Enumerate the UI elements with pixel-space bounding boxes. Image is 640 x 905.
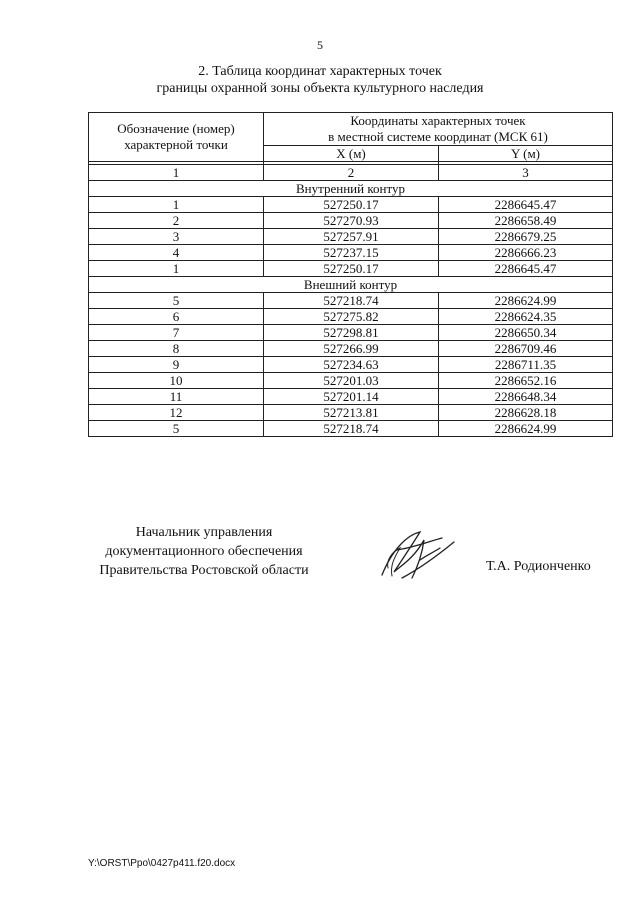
x-coordinate-cell: 527213.81 <box>264 405 439 421</box>
x-coordinate-cell: 527218.74 <box>264 421 439 437</box>
table-row <box>89 373 613 389</box>
y-coordinate-cell: 2286679.25 <box>439 229 613 245</box>
file-path-footer: Y:\ORST\Ppo\0427p411.f20.docx <box>88 858 236 869</box>
column-number-row <box>89 165 613 181</box>
table-row <box>89 229 613 245</box>
point-number-cell: 10 <box>89 373 264 389</box>
table-row <box>89 309 613 325</box>
header-y: Y (м) <box>439 146 613 162</box>
position-line-3: Правительства Ростовской области <box>99 563 309 578</box>
y-coordinate-cell: 2286709.46 <box>439 341 613 357</box>
x-coordinate-cell: 527234.63 <box>264 357 439 373</box>
table-row <box>89 341 613 357</box>
point-number-cell: 6 <box>89 309 264 325</box>
column-number: 1 <box>89 165 264 181</box>
y-coordinate-cell: 2286624.99 <box>439 421 613 437</box>
x-coordinate-cell: 527250.17 <box>264 197 439 213</box>
y-coordinate-cell: 2286666.23 <box>439 245 613 261</box>
signer-name: Т.А. Родионченко <box>486 559 591 574</box>
point-number-cell: 5 <box>89 293 264 309</box>
header-coords-line-1: Координаты характерных точек <box>350 113 526 128</box>
x-coordinate-cell: 527270.93 <box>264 213 439 229</box>
y-coordinate-cell: 2286645.47 <box>439 261 613 277</box>
y-coordinate-cell: 2286624.99 <box>439 293 613 309</box>
point-number-cell: 1 <box>89 197 264 213</box>
title-line-2: границы охранной зоны объекта культурного наследия <box>156 81 484 96</box>
header-point-designation <box>89 113 264 162</box>
table-row <box>89 245 613 261</box>
header-x: X (м) <box>264 146 439 162</box>
x-coordinate-cell: 527237.15 <box>264 245 439 261</box>
point-number-cell: 3 <box>89 229 264 245</box>
x-coordinate-cell: 527298.81 <box>264 325 439 341</box>
y-coordinate-cell: 2286645.47 <box>439 197 613 213</box>
y-coordinate-cell: 2286650.34 <box>439 325 613 341</box>
position-line-2: документационного обеспечения <box>105 544 303 559</box>
table-row <box>89 357 613 373</box>
header-coords-line-2: в местной системе координат (МСК 61) <box>328 129 548 144</box>
header-coordinates <box>264 113 613 146</box>
table-row <box>89 421 613 437</box>
point-number-cell: 12 <box>89 405 264 421</box>
point-number-cell: 9 <box>89 357 264 373</box>
outer-contour-title-label: Внешний контур <box>89 277 613 293</box>
x-coordinate-cell: 527201.14 <box>264 389 439 405</box>
x-coordinate-cell: 527275.82 <box>264 309 439 325</box>
table-row <box>89 213 613 229</box>
header-point-line-1: Обозначение (номер) <box>117 121 235 136</box>
signature-position <box>84 523 324 580</box>
header-point-line-2: характерной точки <box>124 137 228 152</box>
point-number-cell: 11 <box>89 389 264 405</box>
table-body <box>89 162 613 437</box>
y-coordinate-cell: 2286628.18 <box>439 405 613 421</box>
x-coordinate-cell: 527250.17 <box>264 261 439 277</box>
handwritten-signature <box>372 520 462 590</box>
y-coordinate-cell: 2286652.16 <box>439 373 613 389</box>
point-number-cell: 5 <box>89 421 264 437</box>
coordinates-table <box>88 112 613 437</box>
x-coordinate-cell: 527201.03 <box>264 373 439 389</box>
column-number: 3 <box>439 165 613 181</box>
y-coordinate-cell: 2286711.35 <box>439 357 613 373</box>
page-title <box>0 63 640 97</box>
x-coordinate-cell: 527218.74 <box>264 293 439 309</box>
point-number-cell: 4 <box>89 245 264 261</box>
table-row <box>89 197 613 213</box>
table-row <box>89 293 613 309</box>
table-row <box>89 389 613 405</box>
table-row <box>89 325 613 341</box>
table-row <box>89 405 613 421</box>
point-number-cell: 1 <box>89 261 264 277</box>
page-number: 5 <box>317 38 323 52</box>
x-coordinate-cell: 527266.99 <box>264 341 439 357</box>
inner-contour-title-label: Внутренний контур <box>89 181 613 197</box>
y-coordinate-cell: 2286624.35 <box>439 309 613 325</box>
point-number-cell: 7 <box>89 325 264 341</box>
title-line-1: 2. Таблица координат характерных точек <box>198 64 442 79</box>
column-number: 2 <box>264 165 439 181</box>
table-row <box>89 261 613 277</box>
x-coordinate-cell: 527257.91 <box>264 229 439 245</box>
position-line-1: Начальник управления <box>135 525 273 540</box>
inner-contour-title <box>89 181 613 197</box>
point-number-cell: 2 <box>89 213 264 229</box>
point-number-cell: 8 <box>89 341 264 357</box>
y-coordinate-cell: 2286658.49 <box>439 213 613 229</box>
outer-contour-title <box>89 277 613 293</box>
y-coordinate-cell: 2286648.34 <box>439 389 613 405</box>
